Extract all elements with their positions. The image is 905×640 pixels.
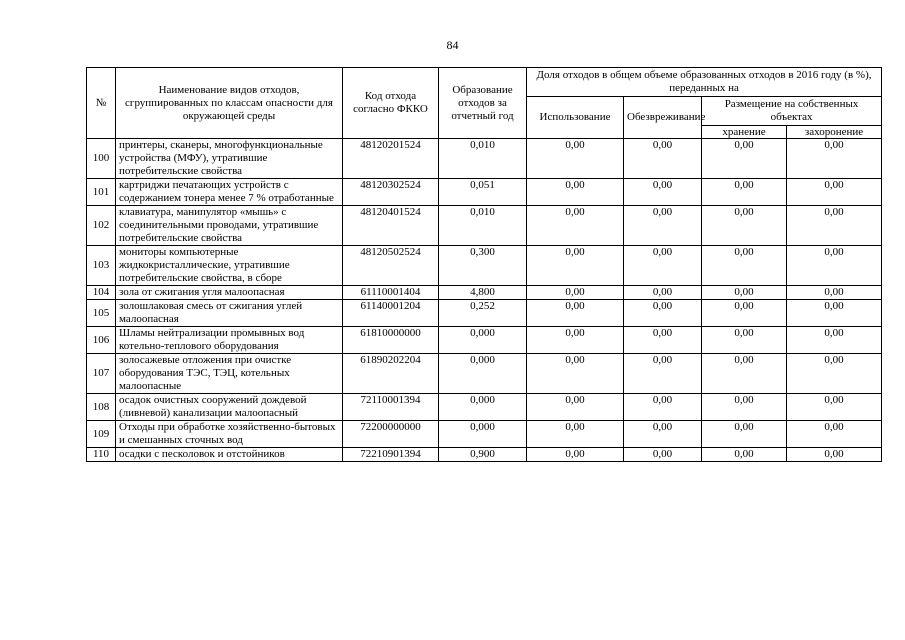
storage-value: 0,00 bbox=[702, 246, 787, 286]
table-row bbox=[87, 206, 882, 246]
row-number: 108 bbox=[87, 394, 116, 421]
storage-value: 0,00 bbox=[702, 327, 787, 354]
neutralization-value: 0,00 bbox=[624, 354, 702, 394]
storage-value: 0,00 bbox=[702, 394, 787, 421]
burial-value: 0,00 bbox=[787, 354, 882, 394]
table-row bbox=[87, 448, 882, 462]
waste-name: золошлаковая смесь от сжигания углей малоопасная bbox=[116, 300, 343, 327]
row-number: 100 bbox=[87, 139, 116, 179]
storage-value: 0,00 bbox=[702, 448, 787, 462]
waste-code: 61890202204 bbox=[343, 354, 439, 394]
table-row bbox=[87, 327, 882, 354]
burial-value: 0,00 bbox=[787, 394, 882, 421]
usage-value: 0,00 bbox=[527, 246, 624, 286]
table-row bbox=[87, 286, 882, 300]
waste-name: Отходы при обработке хозяйственно-бытовых и смешанных сточных вод bbox=[116, 421, 343, 448]
row-number: 103 bbox=[87, 246, 116, 286]
neutralization-value: 0,00 bbox=[624, 139, 702, 179]
header-burial: захоронение bbox=[787, 126, 882, 139]
waste-code: 72200000000 bbox=[343, 421, 439, 448]
formation-value: 0,010 bbox=[439, 206, 527, 246]
table-row bbox=[87, 179, 882, 206]
table-row bbox=[87, 300, 882, 327]
row-number: 106 bbox=[87, 327, 116, 354]
waste-code: 72110001394 bbox=[343, 394, 439, 421]
header-storage: хранение bbox=[702, 126, 787, 139]
header-share: Доля отходов в общем объеме образованных отходов в 2016 году (в %), переданных на bbox=[527, 68, 882, 97]
neutralization-value: 0,00 bbox=[624, 394, 702, 421]
formation-value: 0,900 bbox=[439, 448, 527, 462]
formation-value: 0,252 bbox=[439, 300, 527, 327]
waste-code: 48120201524 bbox=[343, 139, 439, 179]
storage-value: 0,00 bbox=[702, 300, 787, 327]
neutralization-value: 0,00 bbox=[624, 206, 702, 246]
burial-value: 0,00 bbox=[787, 300, 882, 327]
usage-value: 0,00 bbox=[527, 354, 624, 394]
header-neutralization: Обезвреживание bbox=[624, 97, 702, 139]
waste-code: 48120401524 bbox=[343, 206, 439, 246]
waste-name: принтеры, сканеры, многофункциональные устройства (МФУ), утратившие потребительские свойства bbox=[116, 139, 343, 179]
header-no: № bbox=[87, 68, 116, 139]
waste-code: 61810000000 bbox=[343, 327, 439, 354]
header-placement: Размещение на собственных объектах bbox=[702, 97, 882, 126]
waste-name: осадок очистных сооружений дождевой (ливневой) канализации малоопасный bbox=[116, 394, 343, 421]
burial-value: 0,00 bbox=[787, 246, 882, 286]
formation-value: 0,000 bbox=[439, 421, 527, 448]
table-row bbox=[87, 246, 882, 286]
row-number: 104 bbox=[87, 286, 116, 300]
burial-value: 0,00 bbox=[787, 179, 882, 206]
formation-value: 0,000 bbox=[439, 327, 527, 354]
waste-name: мониторы компьютерные жидкокристаллические, утратившие потребительские свойства, в сборе bbox=[116, 246, 343, 286]
table-row bbox=[87, 354, 882, 394]
burial-value: 0,00 bbox=[787, 139, 882, 179]
storage-value: 0,00 bbox=[702, 139, 787, 179]
formation-value: 0,300 bbox=[439, 246, 527, 286]
usage-value: 0,00 bbox=[527, 206, 624, 246]
formation-value: 0,051 bbox=[439, 179, 527, 206]
neutralization-value: 0,00 bbox=[624, 300, 702, 327]
burial-value: 0,00 bbox=[787, 286, 882, 300]
waste-code: 61140001204 bbox=[343, 300, 439, 327]
neutralization-value: 0,00 bbox=[624, 246, 702, 286]
header-name: Наименование видов отходов, сгруппированных по классам опасности для окружающей среды bbox=[116, 68, 343, 139]
row-number: 105 bbox=[87, 300, 116, 327]
neutralization-value: 0,00 bbox=[624, 327, 702, 354]
usage-value: 0,00 bbox=[527, 300, 624, 327]
waste-name: клавиатура, манипулятор «мышь» с соединительными проводами, утратившие потребительские свойства bbox=[116, 206, 343, 246]
neutralization-value: 0,00 bbox=[624, 286, 702, 300]
row-number: 110 bbox=[87, 448, 116, 462]
table-row bbox=[87, 421, 882, 448]
usage-value: 0,00 bbox=[527, 394, 624, 421]
usage-value: 0,00 bbox=[527, 448, 624, 462]
burial-value: 0,00 bbox=[787, 327, 882, 354]
row-number: 109 bbox=[87, 421, 116, 448]
storage-value: 0,00 bbox=[702, 206, 787, 246]
waste-code: 48120302524 bbox=[343, 179, 439, 206]
burial-value: 0,00 bbox=[787, 421, 882, 448]
waste-name: Шламы нейтрализации промывных вод котельно-теплового оборудования bbox=[116, 327, 343, 354]
page-number: 84 bbox=[446, 38, 459, 52]
formation-value: 4,800 bbox=[439, 286, 527, 300]
formation-value: 0,010 bbox=[439, 139, 527, 179]
header-code: Код отхода согласно ФККО bbox=[343, 68, 439, 139]
usage-value: 0,00 bbox=[527, 286, 624, 300]
usage-value: 0,00 bbox=[527, 421, 624, 448]
neutralization-value: 0,00 bbox=[624, 421, 702, 448]
storage-value: 0,00 bbox=[702, 179, 787, 206]
header-usage: Использование bbox=[527, 97, 624, 139]
row-number: 101 bbox=[87, 179, 116, 206]
waste-code: 61110001404 bbox=[343, 286, 439, 300]
header-formation: Образование отходов за отчетный год bbox=[439, 68, 527, 139]
waste-code: 72210901394 bbox=[343, 448, 439, 462]
waste-name: золосажевые отложения при очистке оборудования ТЭС, ТЭЦ, котельных малоопасные bbox=[116, 354, 343, 394]
usage-value: 0,00 bbox=[527, 139, 624, 179]
formation-value: 0,000 bbox=[439, 354, 527, 394]
storage-value: 0,00 bbox=[702, 286, 787, 300]
waste-code: 48120502524 bbox=[343, 246, 439, 286]
formation-value: 0,000 bbox=[439, 394, 527, 421]
usage-value: 0,00 bbox=[527, 179, 624, 206]
table-row bbox=[87, 394, 882, 421]
table-row bbox=[87, 139, 882, 179]
neutralization-value: 0,00 bbox=[624, 179, 702, 206]
burial-value: 0,00 bbox=[787, 206, 882, 246]
waste-name: осадки с песколовок и отстойников bbox=[116, 448, 343, 462]
neutralization-value: 0,00 bbox=[624, 448, 702, 462]
waste-name: зола от сжигания угля малоопасная bbox=[116, 286, 343, 300]
storage-value: 0,00 bbox=[702, 421, 787, 448]
row-number: 107 bbox=[87, 354, 116, 394]
row-number: 102 bbox=[87, 206, 116, 246]
usage-value: 0,00 bbox=[527, 327, 624, 354]
burial-value: 0,00 bbox=[787, 448, 882, 462]
waste-name: картриджи печатающих устройств с содержанием тонера менее 7 % отработанные bbox=[116, 179, 343, 206]
storage-value: 0,00 bbox=[702, 354, 787, 394]
waste-table bbox=[86, 67, 882, 462]
